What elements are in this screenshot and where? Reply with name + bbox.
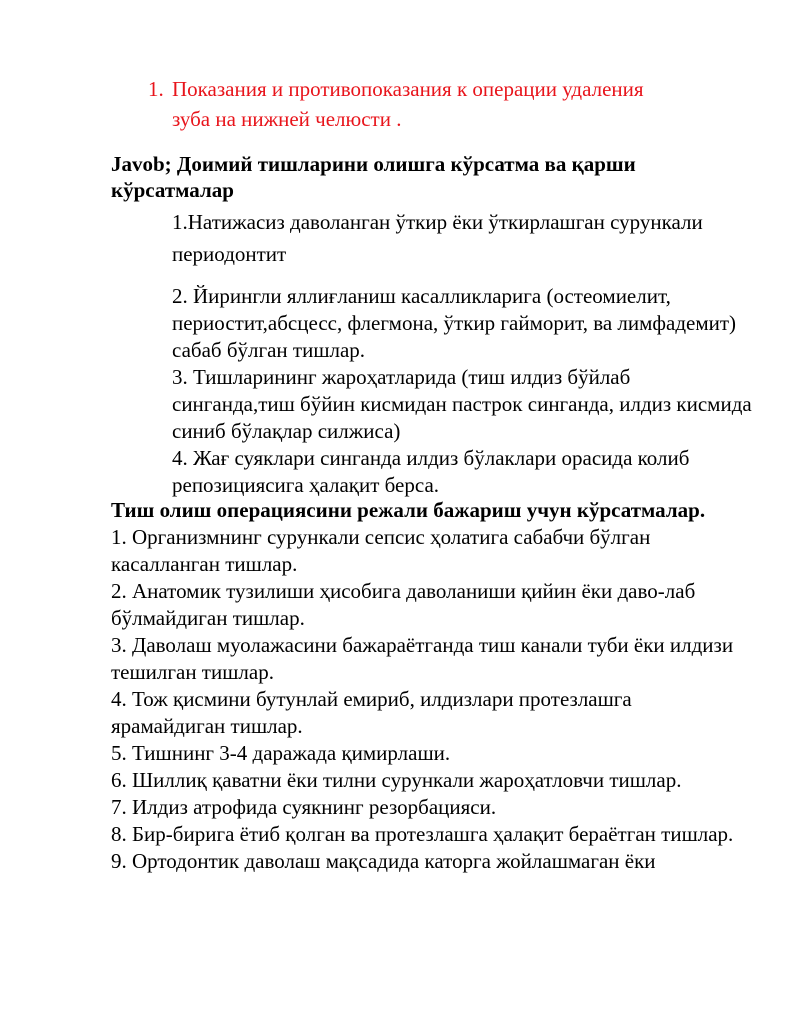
planned-item-6: 6. Шиллиқ қаватни ёки тилни сурункали жароҳатловчи тишлар. (111, 768, 682, 792)
planned-item-2: 2. Анатомик тузилиши ҳисобига даволаниши қийин ёки даво-лаб бўлмайдиган тишлар. (111, 579, 696, 630)
planned-item-8: 8. Бир-бирига ётиб қолган ва протезлашга ҳалақит бераётган тишлар. (111, 822, 734, 846)
planned-item-1: 1. Организмнинг сурункали сепсис ҳолатига сабабчи бўлган касалланган тишлар. (111, 525, 651, 576)
answer-item-4: 4. Жағ суяклари синганда илдиз бўлаклари орасида колиб репозициясига ҳалақит берса. (172, 446, 690, 497)
answer-item-1: 1.Натижасиз даволанган ўткир ёки ўткирлашган сурункали периодонтит (172, 210, 703, 266)
question-number: 1. (148, 77, 164, 101)
planned-item-4: 4. Тож қисмини бутунлай емириб, илдизлари протезлашга ярамайдиган тишлар. (111, 687, 632, 738)
question-line-2: зуба на нижней челюсти . (172, 107, 402, 131)
planned-item-9: 9. Ортодонтик даволаш мақсадида каторга жойлашмаган ёки (111, 849, 656, 873)
question-heading (148, 74, 748, 134)
answer-item-3: 3. Тишларининг жароҳатларида (тиш илдиз бўйлаб синганда,тиш бўйин кисмидан пастрок синганда, илдиз кисмида синиб бўлақлар силжиса) (172, 365, 752, 443)
planned-item-5: 5. Тишнинг 3-4 даражада қимирлаши. (111, 741, 451, 765)
planned-extraction-section (111, 497, 751, 875)
planned-item-3: 3. Даволаш муолажасини бажараётганда тиш канали туби ёки илдизи тешилган тишлар. (111, 633, 734, 684)
planned-extraction-heading: Тиш олиш операциясини режали бажариш учун кўрсатмалар. (111, 498, 706, 522)
question-line-1: 1. Показания и противопоказания к операции удаления (148, 74, 748, 104)
answer-item-2: 2. Йирингли яллиғланиш касалликларига (остеомиелит, периостит,абсцесс, флегмона, ўткир гайморит, ва лимфадемит) сабаб бўлган тишлар. (172, 284, 737, 362)
answer-heading: Javob; Доимий тишларини олишга кўрсатма ва қарши кўрсатмалар (111, 152, 636, 202)
answer-items-list (172, 283, 752, 499)
planned-item-7: 7. Илдиз атрофида суякнинг резорбацияси. (111, 795, 497, 819)
